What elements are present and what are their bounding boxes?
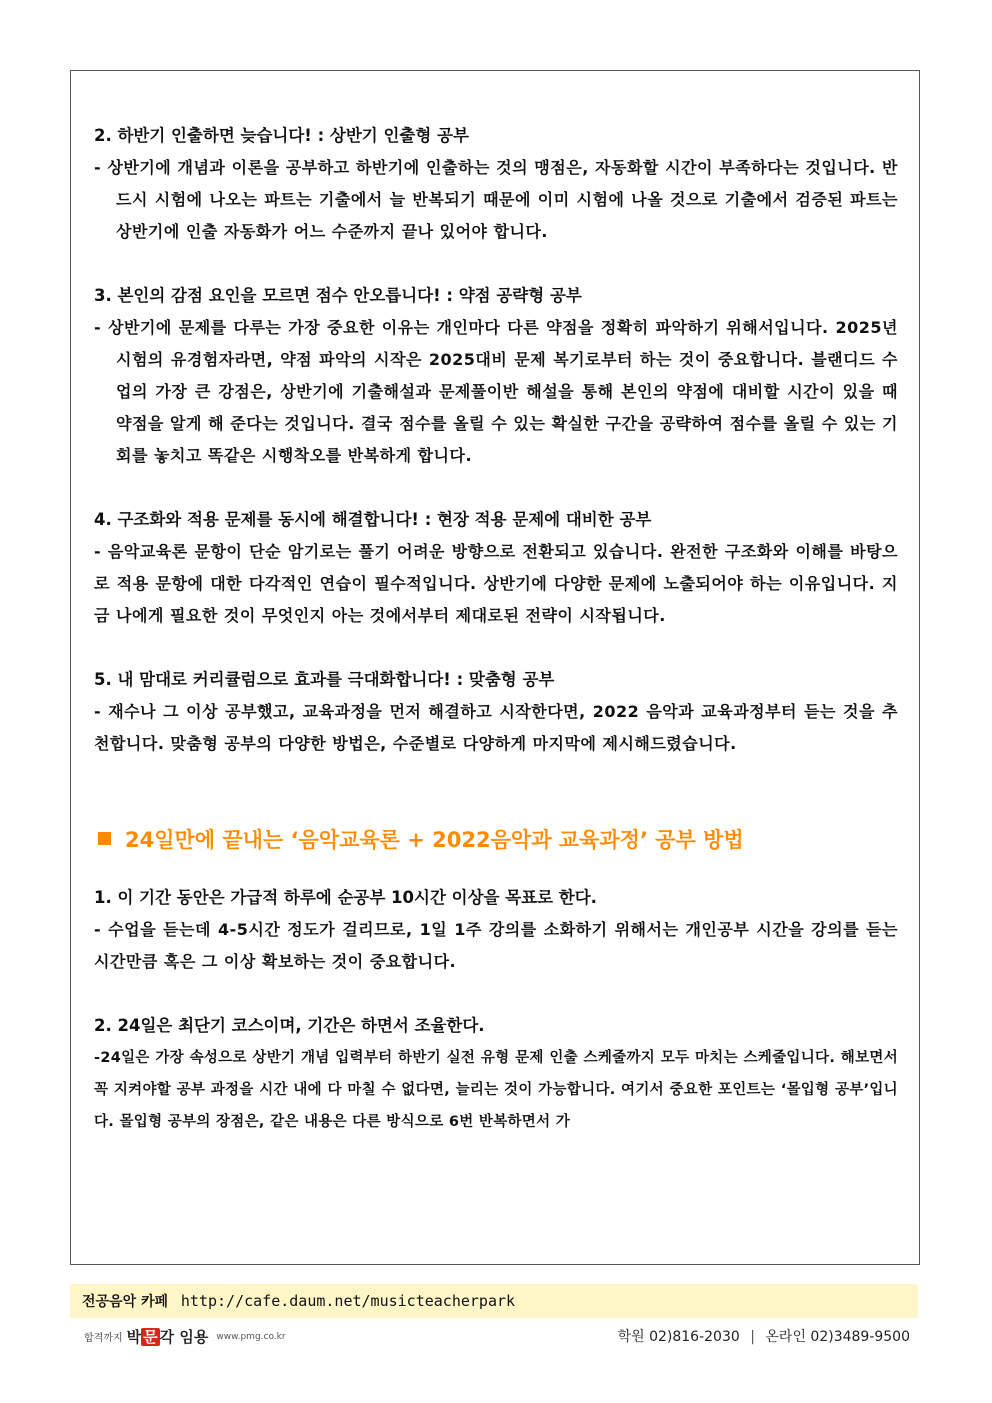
section-title: 4. 구조화와 적용 문제를 동시에 해결합니다! : 현장 적용 문제에 대비한 공부 — [94, 510, 652, 529]
method-section-1 — [94, 882, 898, 978]
page-footer — [84, 1324, 918, 1350]
method-section-2 — [94, 1010, 898, 1138]
section-title: 2. 24일은 최단기 코스이며, 기간은 하면서 조율한다. — [94, 1016, 485, 1035]
separator: | — [750, 1329, 755, 1345]
logo-brand: 박 문 각 임용 — [126, 1328, 209, 1346]
method-heading-text: 24일만에 끝내는 ‘음악교육론 + 2022음악과 교육과정’ 공부 방법 — [125, 828, 744, 852]
section-body: -24일은 가장 속성으로 상반기 개념 입력부터 하반기 실전 유형 문제 인출 스케줄까지 모두 마치는 스케줄입니다. 해보면서 꼭 지켜야할 공부 과정을 시간 내에 다 마칠 수 없다면, 늘리는 것이 가능합니다. 여기서 중요한 포인트는 ‘몰입형 공부’입니다. 몰입형 공부의 장점은, 같은 내용은 다른 방식으로 6번 반복하면서 가 — [94, 1050, 898, 1130]
cafe-label: 전공음악 카페 — [82, 1294, 169, 1310]
section-title: 1. 이 기간 동안은 가급적 하루에 순공부 10시간 이상을 목표로 한다. — [94, 888, 597, 907]
section-body: - 재수나 그 이상 공부했고, 교육과정을 먼저 해결하고 시작한다면, 2022 음악과 교육과정부터 듣는 것을 추천합니다. 맞춤형 공부의 다양한 방법은, 수준별로 다양하게 마지막에 제시해드렸습니다. — [94, 702, 898, 753]
main-content — [94, 120, 898, 1138]
logo-site: www.pmg.co.kr — [216, 1331, 286, 1342]
section-3 — [94, 280, 898, 472]
cafe-banner — [70, 1284, 918, 1318]
section-body: - 상반기에 문제를 다루는 가장 중요한 이유는 개인마다 다른 약점을 정확히 파악하기 위해서입니다. 2025년 시험의 유경험자라면, 약점 파악의 시작은 2025대비 문제 복기로부터 하는 것이 중요합니다. 블랜디드 수업의 가장 큰 강점은, 상반기에 기출해설과 문제풀이반 해설을 통해 본인의 약점에 대비할 시간이 있을 때 약점을 알게 해 준다는 것입니다. 결국 점수를 올릴 수 있는 확실한 구간을 공략하여 점수를 올릴 수 있는 기회를 놓치고 똑같은 시행착오를 반복하게 합니다. — [94, 318, 898, 465]
contact-info — [618, 1326, 910, 1346]
publisher-logo — [84, 1326, 286, 1347]
method-heading — [94, 820, 898, 860]
cafe-link[interactable]: http://cafe.daum.net/musicteacherpark — [180, 1292, 516, 1310]
section-title: 2. 하반기 인출하면 늦습니다! : 상반기 인출형 공부 — [94, 126, 469, 145]
section-2 — [94, 120, 898, 248]
academy-phone: 학원 02)816-2030 — [617, 1329, 740, 1345]
logo-prefix: 합격까지 — [84, 1333, 123, 1344]
section-body: - 수업을 듣는데 4-5시간 정도가 걸리므로, 1일 1주 강의를 소화하기 위해서는 개인공부 시간을 강의를 듣는 시간만큼 혹은 그 이상 확보하는 것이 중요합니다. — [94, 920, 898, 971]
section-body: - 음악교육론 문항이 단순 암기로는 풀기 어려운 방향으로 전환되고 있습니다. 완전한 구조화와 이해를 바탕으로 적용 문항에 대한 다각적인 연습이 필수적입니다. 상반기에 다양한 문제에 노출되어야 하는 이유입니다. 지금 나에게 필요한 것이 무엇인지 아는 것에서부터 제대로된 전략이 시작됩니다. — [94, 542, 898, 625]
square-bullet-icon — [98, 832, 111, 845]
section-title: 3. 본인의 감점 요인을 모르면 점수 안오릅니다! : 약점 공략형 공부 — [94, 286, 582, 305]
section-title: 5. 내 맘대로 커리큘럼으로 효과를 극대화합니다! : 맞춤형 공부 — [94, 670, 555, 689]
section-5 — [94, 664, 898, 760]
section-4 — [94, 504, 898, 632]
online-phone: 온라인 02)3489-9500 — [765, 1329, 910, 1345]
section-body: - 상반기에 개념과 이론을 공부하고 하반기에 인출하는 것의 맹점은, 자동화할 시간이 부족하다는 것입니다. 반드시 시험에 나오는 파트는 기출에서 늘 반복되기 때문에 이미 시험에 나올 것으로 기출에서 검증된 파트는 상반기에 인출 자동화가 어느 수준까지 끝나 있어야 합니다. — [94, 158, 898, 241]
